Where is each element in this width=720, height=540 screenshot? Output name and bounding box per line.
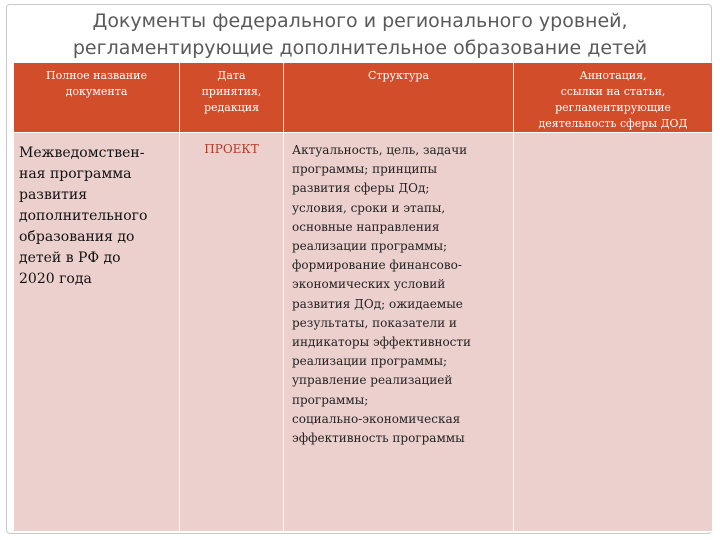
header-cell-structure: Структура (284, 63, 514, 133)
document-name-cell: Межведомствен- ная программа развития дополнительного образования до детей в РФ до 2020 года (14, 133, 180, 532)
title-line-2: регламентирующие дополнительное образование детей (72, 37, 648, 59)
document-annotation-cell (514, 133, 713, 532)
table-header-row (14, 63, 713, 133)
header-cell-name: Полное название документа (14, 63, 180, 133)
document-date-cell: ПРОЕКТ (180, 133, 284, 532)
header-cell-annotation: Аннотация, ссылки на статьи, регламентирующие деятельность сферы ДОД (514, 63, 713, 133)
document-structure-cell: Актуальность, цель, задачи программы; принципы развития сферы ДОд; условия, сроки и этапы, основные направления реализации программы; формирование финансово- экономических условий развития ДОд; ожидаемые результаты, показатели и индикаторы эффективности реализации программы; управление реализацией программы; социально-экономическая эффективность программы (284, 133, 514, 532)
documents-table (13, 62, 713, 532)
table-row (14, 133, 713, 532)
title-line-1: Документы федерального и регионального уровней, (92, 10, 628, 32)
header-cell-date: Дата принятия, редакция (180, 63, 284, 133)
slide-title (10, 8, 710, 62)
